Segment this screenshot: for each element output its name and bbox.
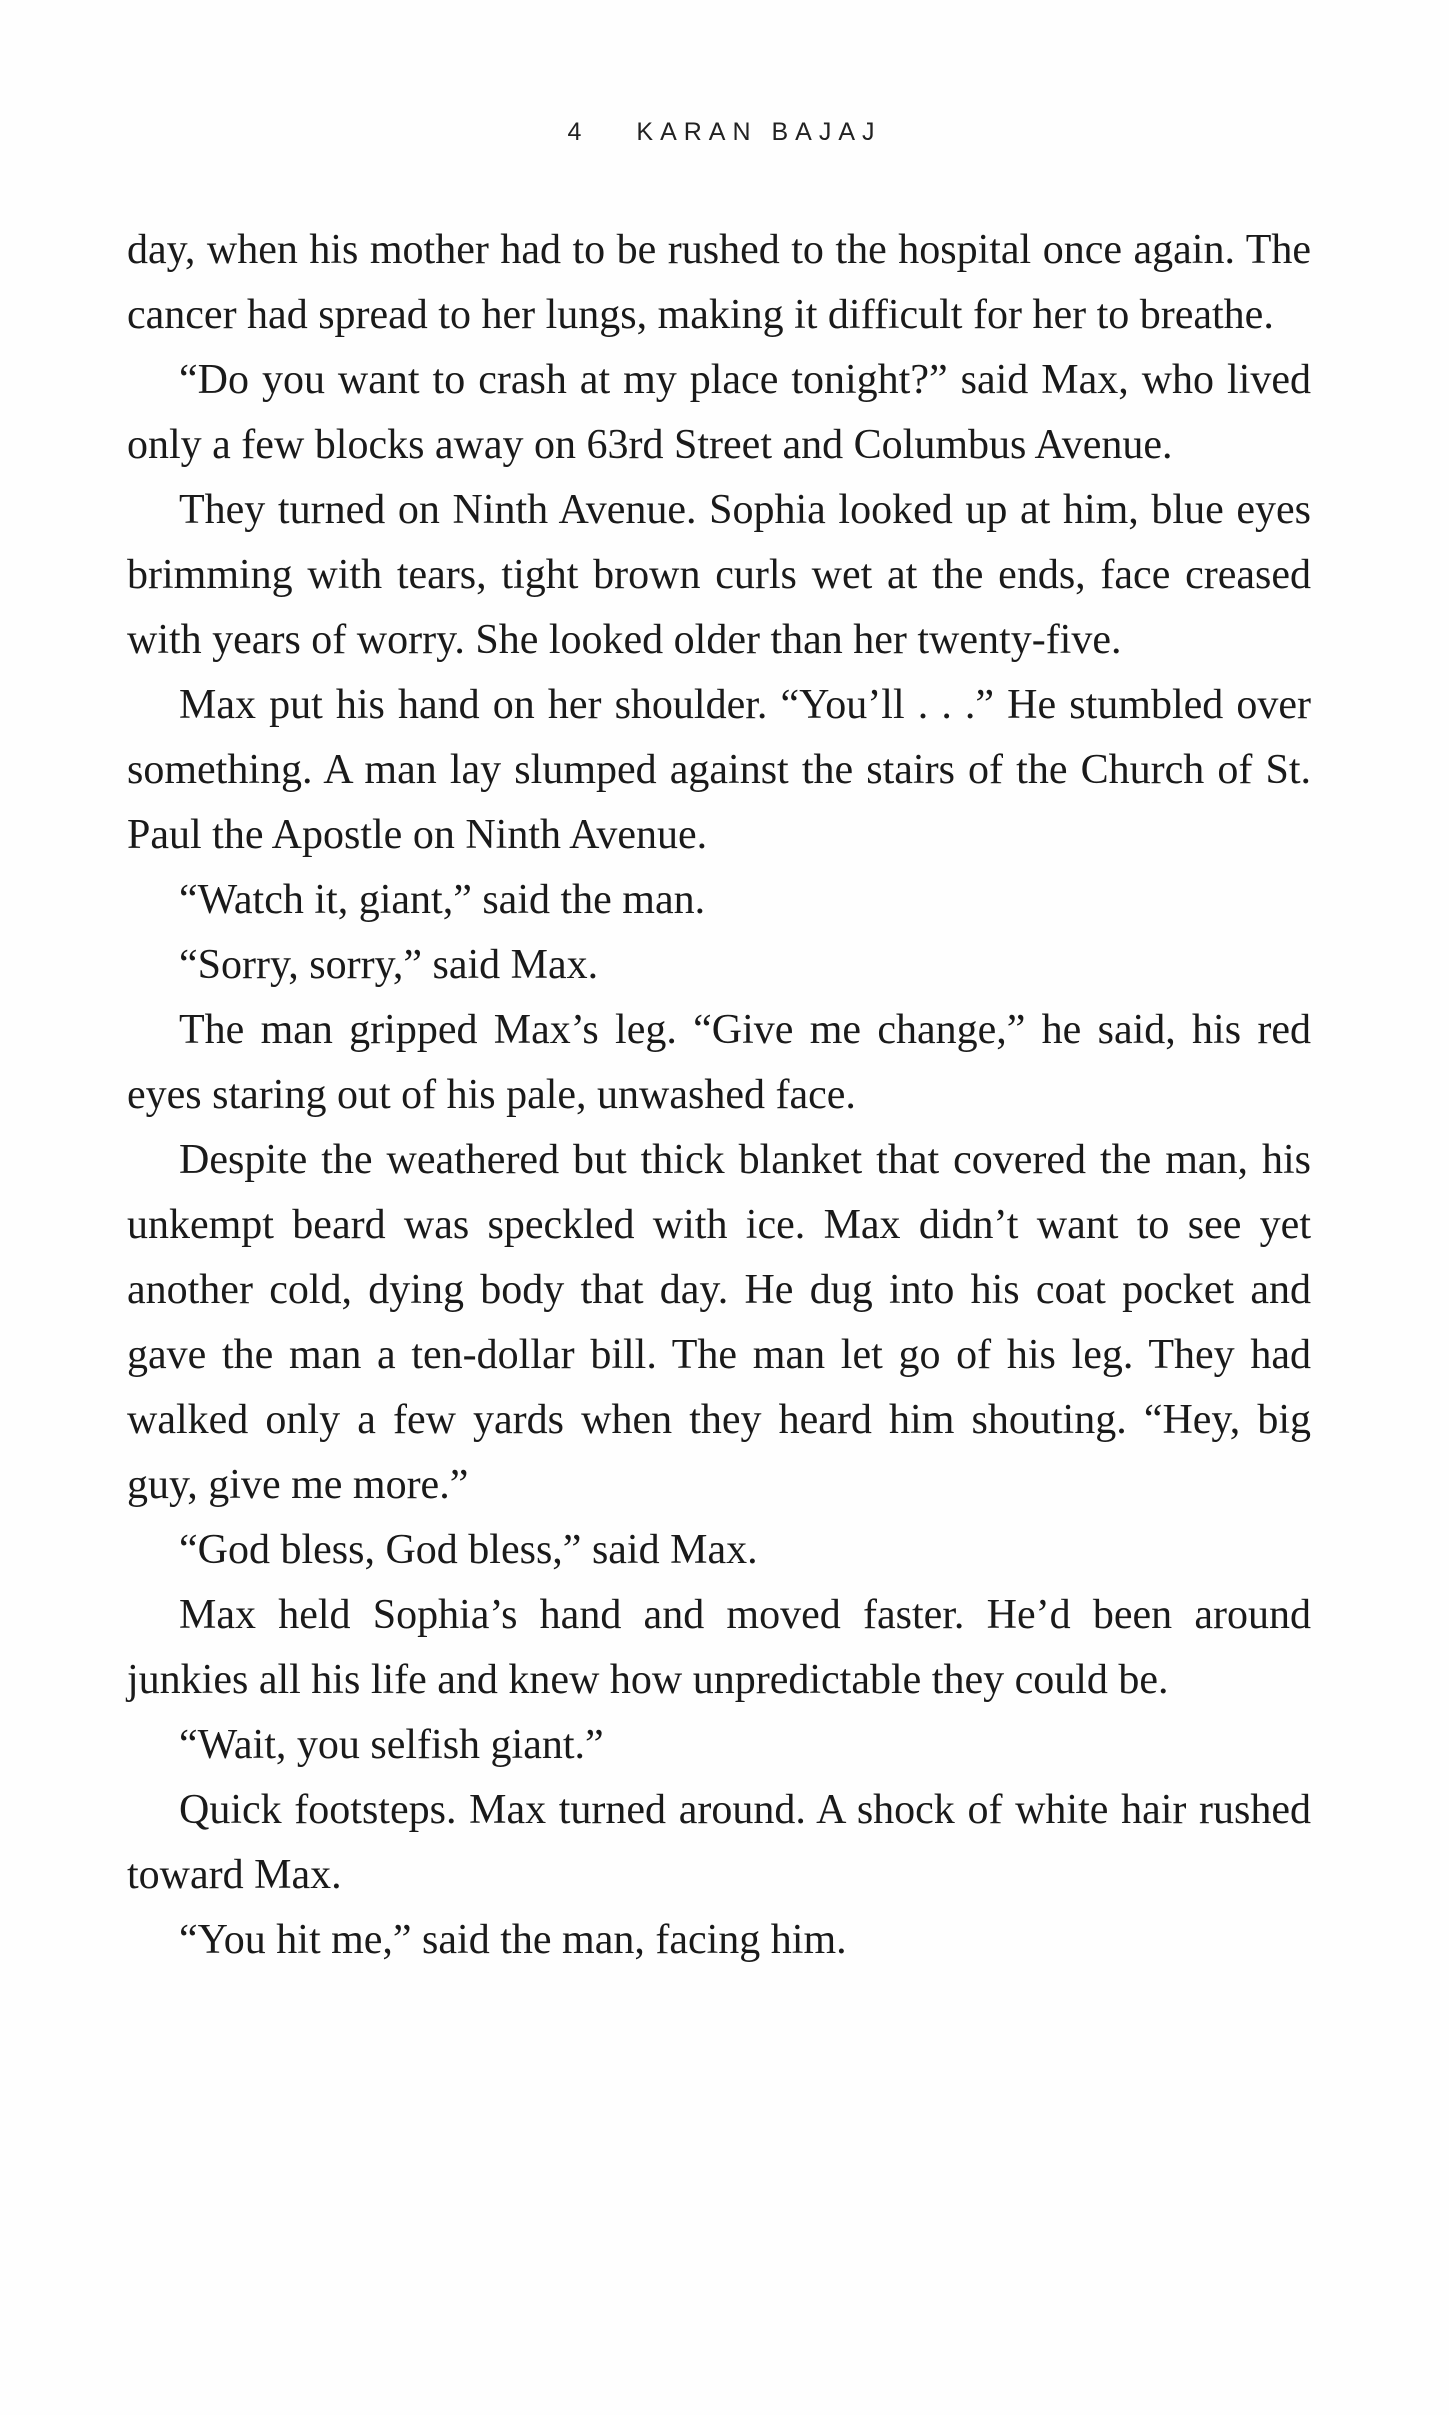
paragraph: They turned on Ninth Avenue. Sophia looked up at him, blue eyes brimming with tears, tight brown curls wet at the ends, face creased with years of worry. She looked older than her twenty-five. — [127, 487, 1311, 663]
paragraph: Despite the weathered but thick blanket that covered the man, his unkempt beard was speckled with ice. Max didn’t want to see yet another cold, dying body that day. He dug into his coat pocket and gave the man a ten-dollar bill. The man let go of his leg. They had walked only a few yards when they heard him shouting. “Hey, big guy, give me more.” — [127, 1137, 1311, 1508]
paragraph: “Do you want to crash at my place tonight?” said Max, who lived only a few blocks away on 63rd Street and Columbus Avenue. — [127, 357, 1311, 468]
paragraph: “Wait, you selfish giant.” — [179, 1722, 604, 1768]
running-head — [0, 118, 1449, 147]
paragraph: The man gripped Max’s leg. “Give me change,” he said, his red eyes staring out of his pale, unwashed face. — [127, 1007, 1311, 1118]
paragraph: “Sorry, sorry,” said Max. — [179, 942, 599, 988]
paragraph: “God bless, God bless,” said Max. — [179, 1527, 758, 1573]
author-name: KARAN BAJAJ — [636, 118, 882, 146]
paragraph: Quick footsteps. Max turned around. A shock of white hair rushed toward Max. — [127, 1787, 1311, 1898]
paragraph: “You hit me,” said the man, facing him. — [179, 1917, 847, 1963]
paragraph: “Watch it, giant,” said the man. — [179, 877, 706, 923]
body-text — [127, 218, 1311, 1973]
paragraph: day, when his mother had to be rushed to the hospital once again. The cancer had spread to her lungs, making it difficult for her to breathe. — [127, 227, 1311, 338]
paragraph: Max put his hand on her shoulder. “You’ll . . .” He stumbled over something. A man lay slumped against the stairs of the Church of St. Paul the Apostle on Ninth Avenue. — [127, 682, 1311, 858]
paragraph: Max held Sophia’s hand and moved faster. He’d been around junkies all his life and knew how unpredictable they could be. — [127, 1592, 1311, 1703]
page-number: 4 — [567, 118, 589, 146]
